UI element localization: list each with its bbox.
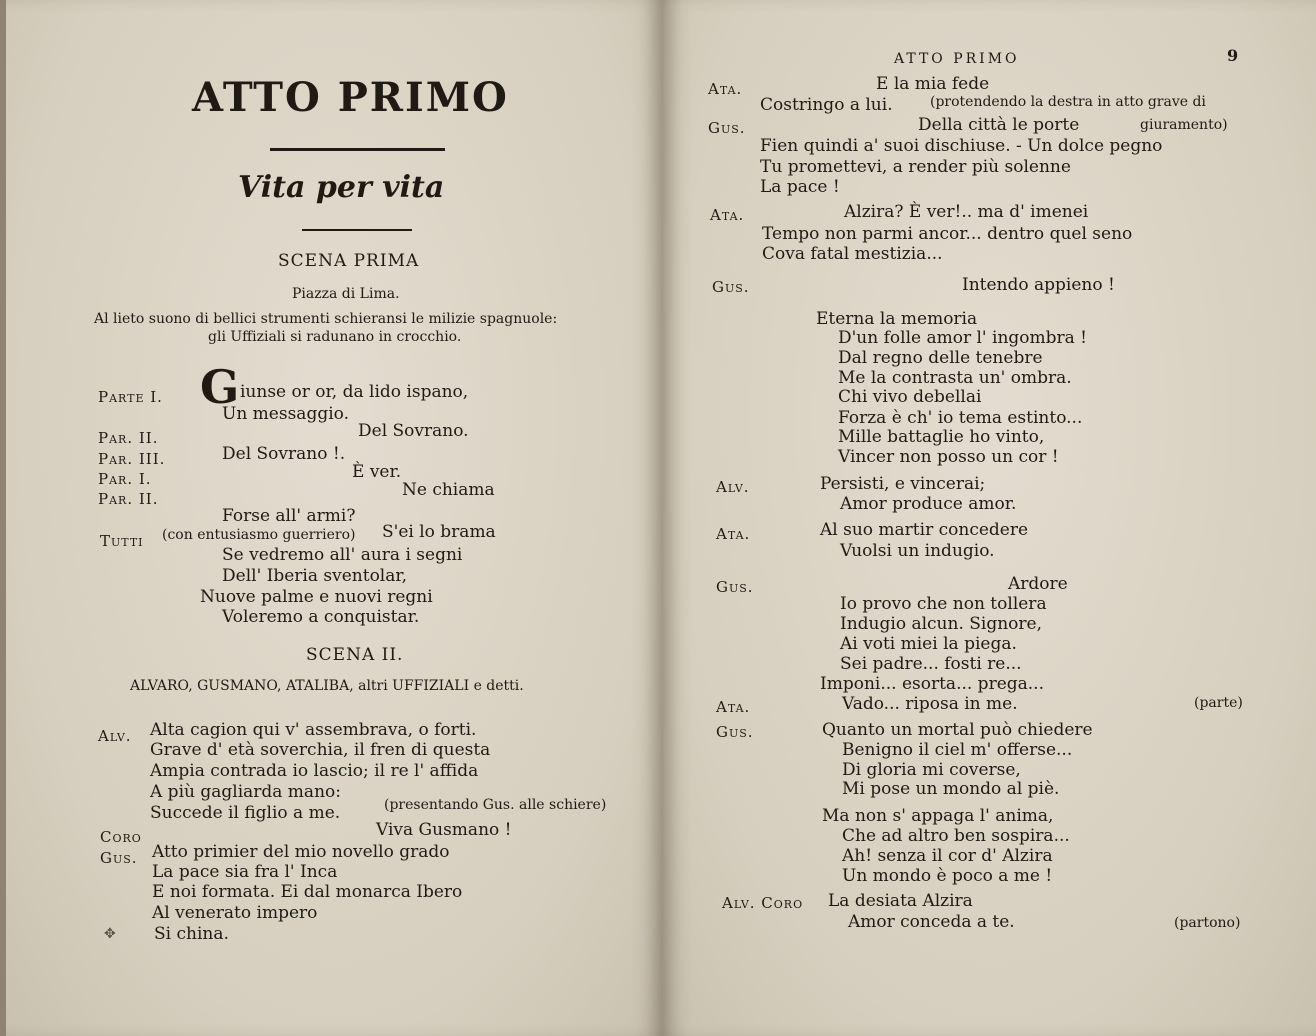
verse-line: Eterna la memoria [816,309,978,329]
speaker-label: Alv. [716,478,750,496]
verse-line: Chi vivo debellai [838,387,982,407]
stage-direction: giuramento) [1140,117,1228,133]
verse-line: Dal regno delle tenebre [838,348,1043,368]
verse-line: Un mondo è poco a me ! [842,866,1053,886]
verse-line: Me la contrasta un' ombra. [838,368,1072,388]
verse-line: Vincer non posso un cor ! [838,447,1059,467]
scene-place: Piazza di Lima. [292,286,400,302]
verse-line: Ne chiama [402,480,495,500]
page-number: 9 [1227,46,1239,65]
verse-line: Sei padre... fosti re... [840,654,1022,674]
verse-line: È ver. [352,462,402,482]
verse-line: La desiata Alzira [828,891,973,911]
verse-line: Mille battaglie ho vinto, [838,427,1045,447]
verse-line: Tempo non parmi ancor... dentro quel seno [762,224,1133,244]
act-subtitle: Vita per vita [238,170,445,205]
speaker-label: Gus. [716,723,754,741]
verse-line: Se vedremo all' aura i segni [222,545,463,565]
speaker-label: Gus. [716,578,754,596]
printer-ornament-icon: ✥ [104,926,116,942]
verse-line: Ampia contrada io lascio; il re l' affida [150,761,479,781]
verse-line: Amor produce amor. [840,494,1017,514]
verse-line: Al suo martir concedere [820,520,1029,540]
verse-line: Voleremo a conquistar. [222,607,420,627]
speaker-label: Par. III. [98,450,166,468]
verse-line: Ah! senza il cor d' Alzira [842,846,1053,866]
verse-line: Indugio alcun. Signore, [840,614,1042,634]
scene-heading: SCENA PRIMA [278,251,420,271]
verse-line: La pace ! [760,177,840,197]
character-list: ALVARO, GUSMANO, ATALIBA, altri UFFIZIALI e detti. [130,678,524,694]
right-page [662,0,1316,1036]
stage-direction: Al lieto suono di bellici strumenti schieransi le milizie spagnuole: [94,311,558,327]
speaker-label: Ata. [710,206,745,224]
verse-line: Vado... riposa in me. [842,694,1018,714]
verse-line: Che ad altro ben sospira... [842,826,1070,846]
speaker-label: Parte I. [98,388,163,406]
speaker-label: Par. II. [98,429,159,447]
stage-direction: (partono) [1174,915,1241,931]
title-rule [270,148,445,151]
verse-line: Mi pose un mondo al piè. [842,779,1060,799]
verse-line: Costringo a lui. [760,95,893,115]
verse-line: Grave d' età soverchia, il fren di questa [150,740,491,760]
verse-line: Della città le porte [918,115,1080,135]
subtitle-rule [302,229,412,231]
act-title: ATTO PRIMO [192,74,509,121]
verse-line: Io provo che non tollera [840,594,1047,614]
verse-line: Nuove palme e nuovi regni [200,587,433,607]
verse-line: Persisti, e vincerai; [820,474,986,494]
verse-line: La pace sia fra l' Inca [152,862,338,882]
speaker-label: Coro [100,828,142,846]
verse-line: Tu promettevi, a render più solenne [760,157,1071,177]
verse-line: Alzira? È ver!.. ma d' imenei [844,202,1089,222]
scene-heading: SCENA II. [306,645,404,665]
verse-line: Si china. [154,924,229,944]
verse-line: Intendo appieno ! [962,275,1115,295]
stage-direction: (presentando Gus. alle schiere) [384,797,607,813]
verse-line: Amor conceda a te. [848,912,1015,932]
verse-line: Succede il figlio a me. [150,803,341,823]
verse-line: E la mia fede [876,74,990,94]
verse-line: E noi formata. Ei dal monarca Ibero [152,882,463,902]
verse-line: Del Sovrano. [358,421,469,441]
verse-line: Al venerato impero [152,903,318,923]
speaker-label: Par. II. [98,490,159,508]
verse-line: Del Sovrano !. [222,444,346,464]
speaker-label: Alv. Coro [722,894,804,912]
verse-line: Dell' Iberia sventolar, [222,566,408,586]
verse-line: Forse all' armi? [222,506,356,526]
verse-line: Un messaggio. [222,404,349,424]
verse-line: Atto primier del mio novello grado [152,842,450,862]
speaker-label: Alv. [98,727,132,745]
verse-line: Viva Gusmano ! [376,820,512,840]
stage-direction: (protendendo la destra in atto grave di [930,94,1206,110]
verse-line: Ardore [1008,574,1068,594]
speaker-label: Ata. [716,698,751,716]
verse-line: Ma non s' appaga l' anima, [822,806,1054,826]
stage-direction: gli Uffiziali si radunano in crocchio. [208,329,462,345]
stage-direction: (con entusiasmo guerriero) [162,527,356,543]
speaker-label: Ata. [708,80,743,98]
verse-line: Vuolsi un indugio. [840,541,995,561]
stage-direction: (parte) [1194,695,1243,711]
running-header: ATTO PRIMO [894,51,1020,67]
verse-line: S'ei lo brama [382,522,496,542]
verse-line: A più gagliarda mano: [150,782,341,802]
speaker-label: Tutti [100,532,144,550]
drop-cap: G [200,360,240,414]
verse-line: Forza è ch' io tema estinto... [838,408,1083,428]
speaker-label: Gus. [100,849,138,867]
verse-line: Cova fatal mestizia... [762,244,943,264]
verse-line: D'un folle amor l' ingombra ! [838,328,1088,348]
verse-line: iunse or or, da lido ispano, [240,382,469,402]
verse-line: Alta cagion qui v' assembrava, o forti. [150,720,477,740]
speaker-label: Gus. [708,119,746,137]
speaker-label: Gus. [712,278,750,296]
verse-line: Fien quindi a' suoi dischiuse. - Un dolce pegno [760,136,1163,156]
speaker-label: Ata. [716,525,751,543]
verse-line: Benigno il ciel m' offerse... [842,740,1073,760]
verse-line: Quanto un mortal può chiedere [822,720,1093,740]
verse-line: Ai voti miei la piega. [840,634,1017,654]
verse-line: Di gloria mi coverse, [842,760,1021,780]
verse-line: Imponi... esorta... prega... [820,674,1044,694]
speaker-label: Par. I. [98,470,152,488]
